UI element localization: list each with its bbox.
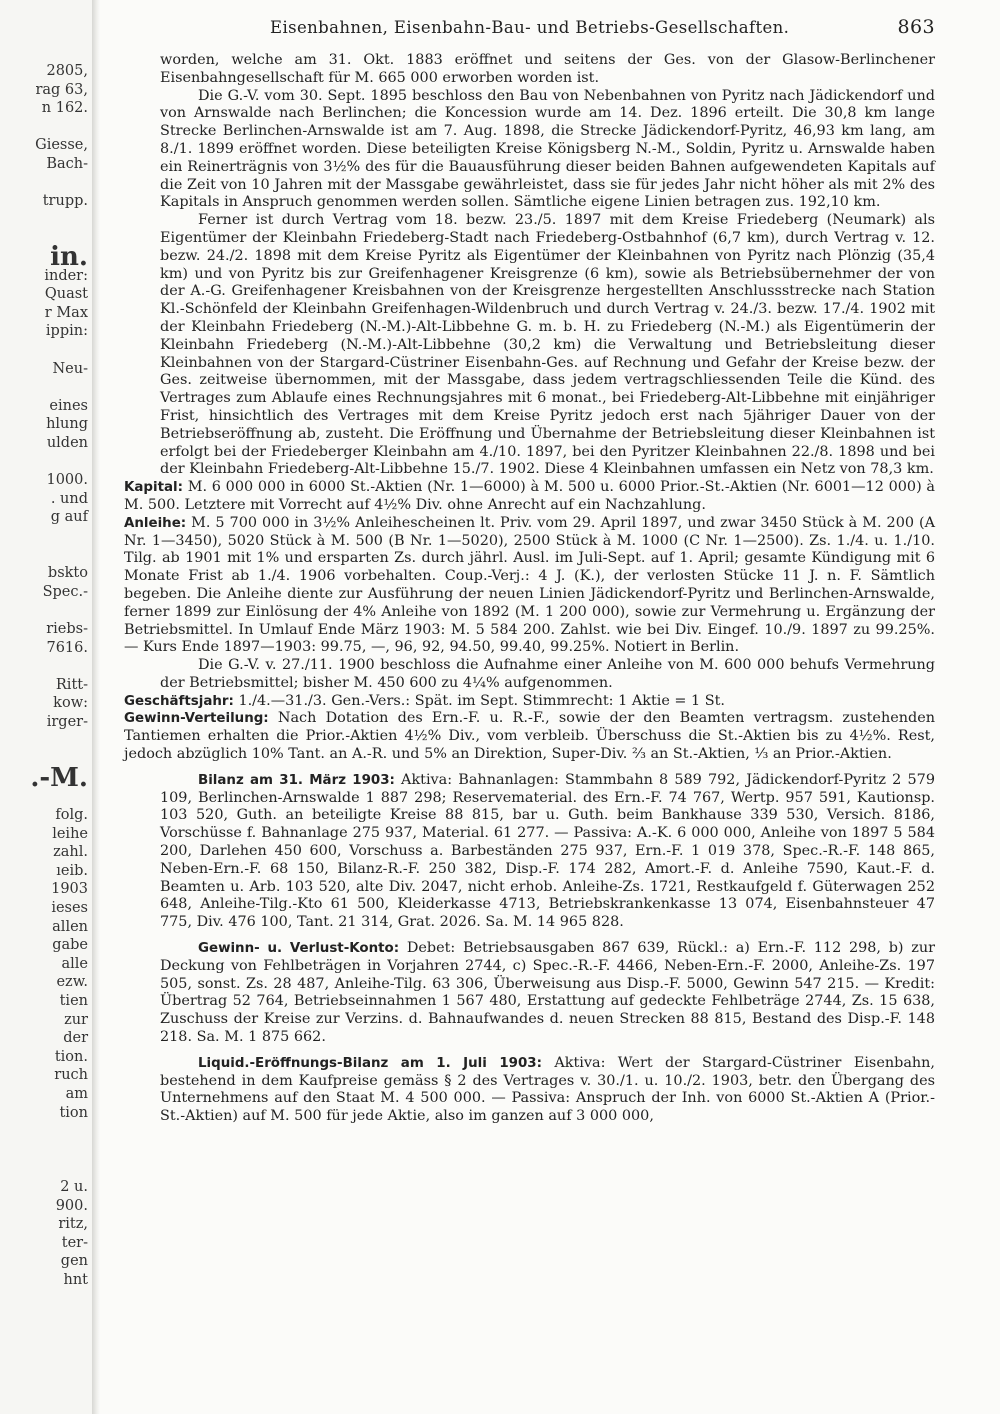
margin-fragment: rag 63, [35,81,88,98]
margin-fragment: am [65,1086,88,1102]
paragraph-text: Ferner ist durch Vertrag vom 18. bezw. 23./5. 1897 mit dem Kreise Friedeberg (Neumark) als Eigentümer der Kleinbahn Friedeberg-Stadt nach Friedeberg-Ostbahnhof (6,7 km), durch Vertrag v. 12. bezw. 24./2. 1898 mit dem Kreise Pyritz als Eigentümer der Kleinbahnen von Pyritz nach Plönzig (35,4 km) und von Pyritz bis zur Greifenhagener Kreisgrenze (6 km), sowie als Betriebsübernehmer der von der A.-G. Greifenhagener Kreisbahnen von der Kreisgrenze hergestellten Anschlussstrecke nach Station Kl.-Schönfeld der Kleinbahn Greifenhagen-Wildenbruch und durch Vertrag v. 24./3. bezw. 17./4. 1902 mit der Kleinbahn Friedeberg (N.-M.)-Alt-Libbehne G. m. b. H. zu Friedeberg (N.-M.) als Eigentümerin der Kleinbahn Friedeberg (N.-M.)-Alt-Libbehne (30,2 km) die Verwaltung und Betriebsleitung dieser Kleinbahnen von der Stargard-Cüstriner Eisenbahn-Ges. auf Rechnung und Gefahr der Kreise bezw. der Ges. zeitweise übernommen, mit der Massgabe, dass jedem vertragschliessenden Teile die Künd. des Vertrages zum Ablaufe eines Rechnungsjahres mit 6 monat., bei Friedeberg-Alt-Libbehne mit einjähriger Frist, hinsichtlich des Vertrages mit dem Kreise Pyritz jedoch erst nach 5jähriger Dauer von der Betriebseröffnung ab, zusteht. Die Eröffnung und Übernahme der Betriebsleitung dieser Kleinbahnen ist erfolgt bei der Friedeberger Kleinbahn am 4./10. 1897, bei den Pyritzer Kleinbahnen 22./8. 1898 und bei der Kleinbahn Friedeberg-Alt-Libbehne 15./7. 1902. Diese 4 Kleinbahnen umfassen ein Netz von 78,3 km. [160,212,935,478]
paragraph-text: Die G.-V. v. 27./11. 1900 beschloss die Aufnahme einer Anleihe von M. 600 000 behufs Vermehrung der Betriebsmittel; bisher M. 450 600 zu 4¼% aufgenommen. [160,657,935,691]
paragraph-text: Debet: Betriebsausgaben 867 639, Rückl.: a) Ern.-F. 112 298, b) zur Deckung von Fehlbeträgen in Vorjahren 2744, c) Spec.-R.-F. 4466, Neben-Ern.-F. 2000, Anleihe-Zs. 197 505, sonst. Zs. 28 487, Anleihe-Tilg. 63 306, Überweisung aus Disp.-F. 5000, Gewinn 547 215. — Kredit: Übertrag 52 764, Betriebseinnahmen 1 567 480, Erstattung auf gedeckte Fehlbeträge 2744, Zs. 15 638, Zuschuss der Kreise zur Verzins. d. Bahnaufwandes d. neuen Strecken 88 815, Bestand des Disp.-F. 148 218. Sa. M. 1 875 662. [160,940,935,1046]
section-label: Kapital: [124,480,183,496]
margin-fragment: 7616. [46,639,88,656]
margin-fragment: Spec.- [42,583,88,600]
margin-fragment: tion [59,1104,88,1121]
margin-fragment: n 162. [41,100,88,117]
margin-fragment: ulden [46,435,88,451]
section-paragraph [124,515,935,657]
margin-fragment: Quast [44,286,88,303]
main-text-column [124,52,936,1126]
left-page-margin [0,0,92,1414]
margin-fragment: gen [60,1253,88,1270]
margin-fragment: ter- [61,1234,88,1251]
margin-fragment: ıeib. [56,862,88,879]
margin-fragment: . und [50,490,88,507]
page-number: 863 [897,16,935,38]
margin-fragment: hnt [63,1272,88,1288]
paragraph-text: Aktiva: Wert der Stargard-Cüstriner Eisenbahn, bestehend in dem Kaufpreise gemäss § 2 des Vertrages v. 30./1. u. 10./2. 1903, betr. den Übergang des Unternehmens auf den Staat M. 4 500 000. — Passiva: Anspruch der Inh. von 6000 St.-Aktien A (Prior.-St.-Aktien) auf M. 500 für jede Aktie, also im ganzen auf 3 000 000, [160,1054,936,1125]
margin-fragment: zahl. [53,844,88,861]
margin-fragment: ruch [54,1067,88,1084]
margin-fragment: 2805, [46,63,88,79]
body-paragraph [160,52,935,88]
margin-fragment: allen [52,918,88,935]
section-paragraph [160,772,935,932]
margin-fragment: tien [59,993,88,1009]
margin-fragment: leihe [52,825,88,842]
paragraph-text: worden, welche am 31. Okt. 1883 eröffnet und seitens der Ges. von der Glasow-Berlinchener Eisenbahngesellschaft für M. 665 000 erworben worden ist. [160,52,935,86]
margin-fragment: eines [49,397,88,414]
margin-fragment: hlung [46,416,88,433]
section-paragraph [124,479,935,515]
margin-fragment: ippin: [45,323,88,340]
paragraph-text: Die G.-V. vom 30. Sept. 1895 beschloss den Bau von Nebenbahnen von Pyritz nach Jädickendorf und von Arnswalde nach Berlinchen; die Koncession wurde am 14. Dez. 1896 erteilt. Die 30,8 km lange Strecke Berlinchen-Arnswalde ist am 7. Aug. 1898, die Strecke Jädickendorf-Pyritz, 46,93 km lang, am 8./1. 1899 eröffnet worden. Diese beteiligten Kreise Königsberg N.-M., Soldin, Pyritz u. Arnswalde haben ein Reinerträgnis von 3½% des für die Bauausführung dieser beiden Bahnen aufgewendeten Kapitals auf die Zeit von 10 Jahren mit der Massgabe gewährleistet, dass sie für jedes Jahr nicht höher als mit 2% des Kapitals in Anspruch genommen werden sollen. Sämtliche eigene Linien betragen zus. 192,10 km. [160,87,935,211]
margin-fragment: alle [61,955,88,972]
running-header [160,16,935,42]
paragraph-text: M. 5 700 000 in 3½% Anleihescheinen lt. Priv. vom 29. April 1897, und zwar 3450 Stück à M. 200 (A Nr. 1—3450), 5020 Stück à M. 500 (B Nr. 1—5020), 2500 Stück à M. 1000 (C Nr. 1—2500). Zs. 1./4. u. 1./10. Tilg. ab 1901 mit 1% und ersparten Zs. durch jährl. Ausl. im Juli-Sept. auf 1. April; gesamte Kündigung mit 6 Monate Frist ab 1./4. 1906 vorbehalten. Coup.-Verj.: 4 J. (K.), der verlosten Stücke 11 J. n. F. Sämtlich begeben. Die Anleihe diente zur Ausführung der neuen Linien Jädickendorf-Pyritz und Berlinchen-Arnswalde, ferner 1899 zur Einlösung der 4% Anleihe von 1892 (M. 1 200 000), sowie zur Vermehrung u. Ergänzung der Betriebsmittel. In Umlauf Ende März 1903: M. 5 584 200. Zahlst. wie bei Div. Eingef. 10./9. 1897 zu 99.25%. — Kurs Ende 1897—1903: 99.75, —, 96, 92, 94.50, 99.40, 99.25%. Notiert in Berlin. [124,514,935,656]
margin-fragment: 2 u. [60,1179,88,1195]
paragraph-text: Aktiva: Bahnanlagen: Stammbahn 8 589 792, Jädickendorf-Pyritz 2 579 109, Berlinchen-Arnswalde 1 887 298; Reservematerial. des Ern.-F. 74 767, Wertp. 957 591, Kautionsp. 103 520, Guth. an beteiligte Kreise 88 815, bar u. Guth. beim Bankhause 339 530, Versich. 8186, Vorschüsse f. Bahnanlage 275 937, Material. 61 277. — Passiva: A.-K. 6 000 000, Anleihe von 1897 5 584 200, Darlehen 450 600, Vorschuss a. Barbeständen 275 937, Ern.-F. 1 019 378, Spec.-R.-F. 148 865, Neben-Ern.-F. 68 150, Bilanz-R.-F. 250 382, Disp.-F. 174 282, Amort.-F. d. Anleihe 7590, Kaut.-F. d. Beamten u. Arb. 103 520, alte Div. 2047, nicht erhob. Anleihe-Zs. 1721, Restkaufgeld f. Güterwagen 252 648, Anleihe-Tilg.-Kto 61 500, Kleiderkasse 4713, Betriebskrankenkasse 13 074, Eisenbahnsteuer 47 775, Div. 476 100, Tant. 21 314, Grat. 2026. Sa. M. 14 965 828. [160,771,935,931]
margin-fragment: 1000. [46,472,88,489]
margin-fragment: ieses [51,900,88,916]
margin-fragment: Ritt- [55,676,88,693]
paragraph-text: Nach Dotation des Ern.-F. u. R.-F., sowie der den Beamten vertragsm. zustehenden Tantiemen erhalten die Prior.-Aktien 4½% Div., vom verbleib. Überschuss die St.-Aktien bis zu 4½%. Rest, jedoch abzüglich 10% Tant. an A.-R. und 5% an Direktion, Super-Div. ⅔ an St.-Aktien, ⅓ an Prior.-Aktien. [124,710,935,763]
header-title: Eisenbahnen, Eisenbahn-Bau- und Betriebs-Gesellschaften. [270,18,790,37]
margin-fragment: 900. [55,1197,88,1214]
body-paragraph [160,212,935,479]
body-paragraph [160,88,935,213]
margin-fragment: folg. [55,807,88,823]
paragraph-text: 1./4.—31./3. Gen.-Vers.: Spät. im Sept. Stimmrecht: 1 Aktie = 1 St. [238,692,725,709]
margin-fragment: ezw. [56,974,88,991]
margin-fragment: tion. [54,1048,88,1065]
margin-fragment: zur [64,1011,88,1028]
section-paragraph [160,940,935,1047]
margin-fragment: Giesse, [35,137,88,154]
margin-fragment: in. [50,242,88,272]
margin-fragment: riebs- [46,621,88,637]
margin-fragment: bskto [47,565,88,582]
section-label: Bilanz am 31. März 1903: [198,772,395,788]
section-paragraph [124,693,935,711]
section-label: Liquid.-Eröffnungs-Bilanz am 1. Juli 1903: [198,1055,542,1071]
margin-fragment: der [63,1030,88,1047]
section-label: Gewinn-Verteilung: [124,711,269,727]
margin-fragment: inder: [44,267,88,284]
margin-fragment: Neu- [52,360,88,377]
body-paragraph [160,657,935,693]
margin-fragment: g auf [50,509,88,526]
paragraph-text: M. 6 000 000 in 6000 St.-Aktien (Nr. 1—6000) à M. 500 u. 6000 Prior.-St.-Aktien (Nr. 6001—12 000) à M. 500. Letztere mit Vorrecht auf 4½% Div. ohne Anrecht auf ein Nachzahlung. [124,479,936,513]
margin-fragment: kow: [53,695,88,712]
margin-fragment: Bach- [46,156,88,172]
section-label: Anleihe: [124,515,187,531]
margin-fragment: ritz, [58,1216,88,1233]
margin-fragment: irger- [46,714,88,730]
margin-fragment: trupp. [42,193,88,210]
section-label: Geschäftsjahr: [124,693,234,709]
book-spine-shadow [92,0,100,1414]
margin-fragment: r Max [44,304,88,321]
margin-fragment: gabe [52,937,88,954]
section-paragraph [124,710,935,763]
margin-fragment: .-M. [30,762,88,793]
section-paragraph [160,1055,935,1126]
margin-fragment: 1903 [51,881,88,898]
section-label: Gewinn- u. Verlust-Konto: [198,941,400,957]
